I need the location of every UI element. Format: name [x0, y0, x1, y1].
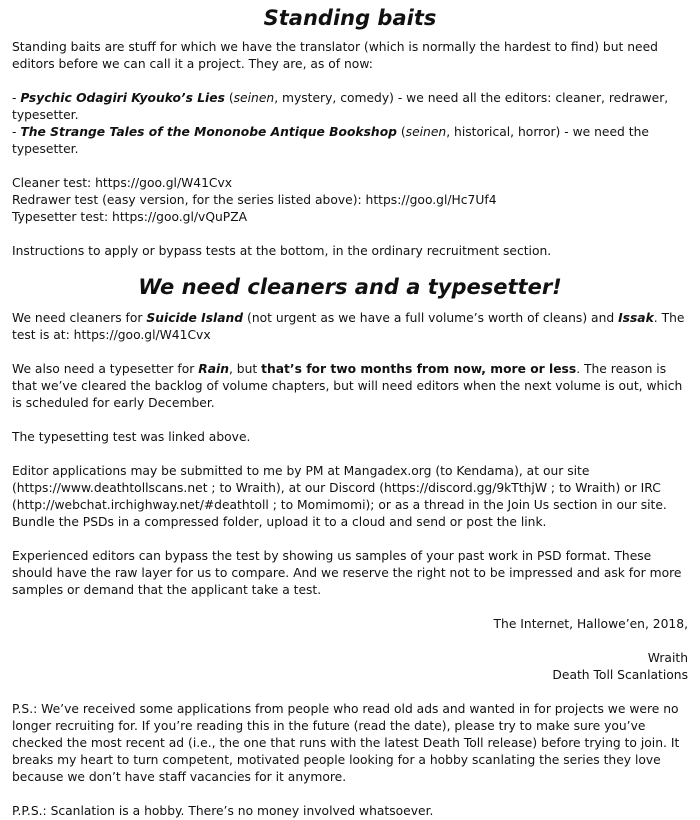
pps-paragraph: P.P.S.: Scanlation is a hobby. There’s no money involved whatsoever.	[12, 804, 434, 818]
signature-name: Wraith	[647, 651, 688, 665]
place-date: The Internet, Hallowe’en, 2018,	[493, 617, 688, 631]
standing-baits-intro: Standing baits are stuff for which we have the translator (which is normally the hardest to find) but need editors before we can call it a project. They are, as of now:	[12, 40, 658, 71]
typesetter-paragraph: We also need a typesetter for Rain, but that’s for two months from now, more or less. The reason is that we’ve cleared the backlog of volume chapters, but will need editors when the next volume is out, which is scheduled for early December.	[12, 362, 683, 410]
bait-detail: , historical, horror) - we need the typesetter.	[12, 125, 649, 156]
typesetting-test-note: The typesetting test was linked above.	[12, 430, 251, 444]
cleaner-test-link[interactable]: Cleaner test: https://goo.gl/W41Cvx	[12, 176, 233, 190]
cleaners-heading: We need cleaners and a typesetter!	[138, 275, 562, 299]
bait-item-odagiri: - Psychic Odagiri Kyouko’s Lies (seinen, mystery, comedy) - we need all the editors: cleaner, redrawer, typesetter.	[12, 91, 669, 122]
cleaners-paragraph: We need cleaners for Suicide Island (not urgent as we have a full volume’s worth of cleans) and Issak. The test is at: https://goo.gl/W41Cvx	[12, 311, 685, 342]
signature-group: Death Toll Scanlations	[552, 668, 688, 682]
standing-baits-heading: Standing baits	[263, 6, 437, 30]
bait-genre: seinen	[405, 125, 447, 139]
series-issak: Issak	[618, 311, 654, 325]
bait-title: The Strange Tales of the Mononobe Antique Bookshop	[20, 125, 397, 139]
redrawer-test-link[interactable]: Redrawer test (easy version, for the series listed above): https://goo.gl/Hc7Uf4	[12, 193, 497, 207]
bait-title: Psychic Odagiri Kyouko’s Lies	[20, 91, 225, 105]
bait-dash: -	[12, 125, 21, 139]
bypass-test-paragraph: Experienced editors can bypass the test by showing us samples of your past work in PSD format. These should have the raw layer for us to compare. And we reserve the right not to be impressed and ask for more samples or demand that the applicant take a test.	[12, 549, 682, 597]
application-instructions: Editor applications may be submitted to me by PM at Mangadex.org (to Kendama), at our site (https://www.deathtollscans.net ; to Wraith), at our Discord (https://discord.gg/9kTthjW ; to Wraith) or IRC (http://webchat.irchighway.net/#deathtoll ; to Momimomi); or as a thread in the Join Us section in our site. Bundle the PSDs in a compressed folder, upload it to a cloud and send or post the link.	[12, 464, 667, 529]
bait-item-mononobe: - The Strange Tales of the Mononobe Antique Bookshop (seinen, historical, horror) - we need the typesetter.	[12, 125, 649, 156]
timeframe-emphasis: that’s for two months from now, more or less	[261, 362, 577, 376]
bait-detail: , mystery, comedy) - we need all the editors: cleaner, redrawer, typesetter.	[12, 91, 669, 122]
bait-genre: seinen	[233, 91, 275, 105]
series-suicide-island: Suicide Island	[146, 311, 244, 325]
ps-paragraph: P.S.: We’ve received some applications from people who read old ads and wanted in for projects we were no longer recruiting for. If you’re reading this in the future (read the date), please try to make sure you’ve checked the most recent ad (i.e., the one that runs with the latest Death Toll release) before trying to join. It breaks my heart to turn competent, motivated people looking for a hobby scanlating the series they love because we don’t have staff vacancies for it anymore.	[12, 702, 680, 784]
instructions-note: Instructions to apply or bypass tests at the bottom, in the ordinary recruitment section.	[12, 244, 552, 258]
bait-dash: -	[12, 91, 21, 105]
series-rain: Rain	[198, 362, 229, 376]
typesetter-test-link[interactable]: Typesetter test: https://goo.gl/vQuPZA	[12, 210, 248, 224]
